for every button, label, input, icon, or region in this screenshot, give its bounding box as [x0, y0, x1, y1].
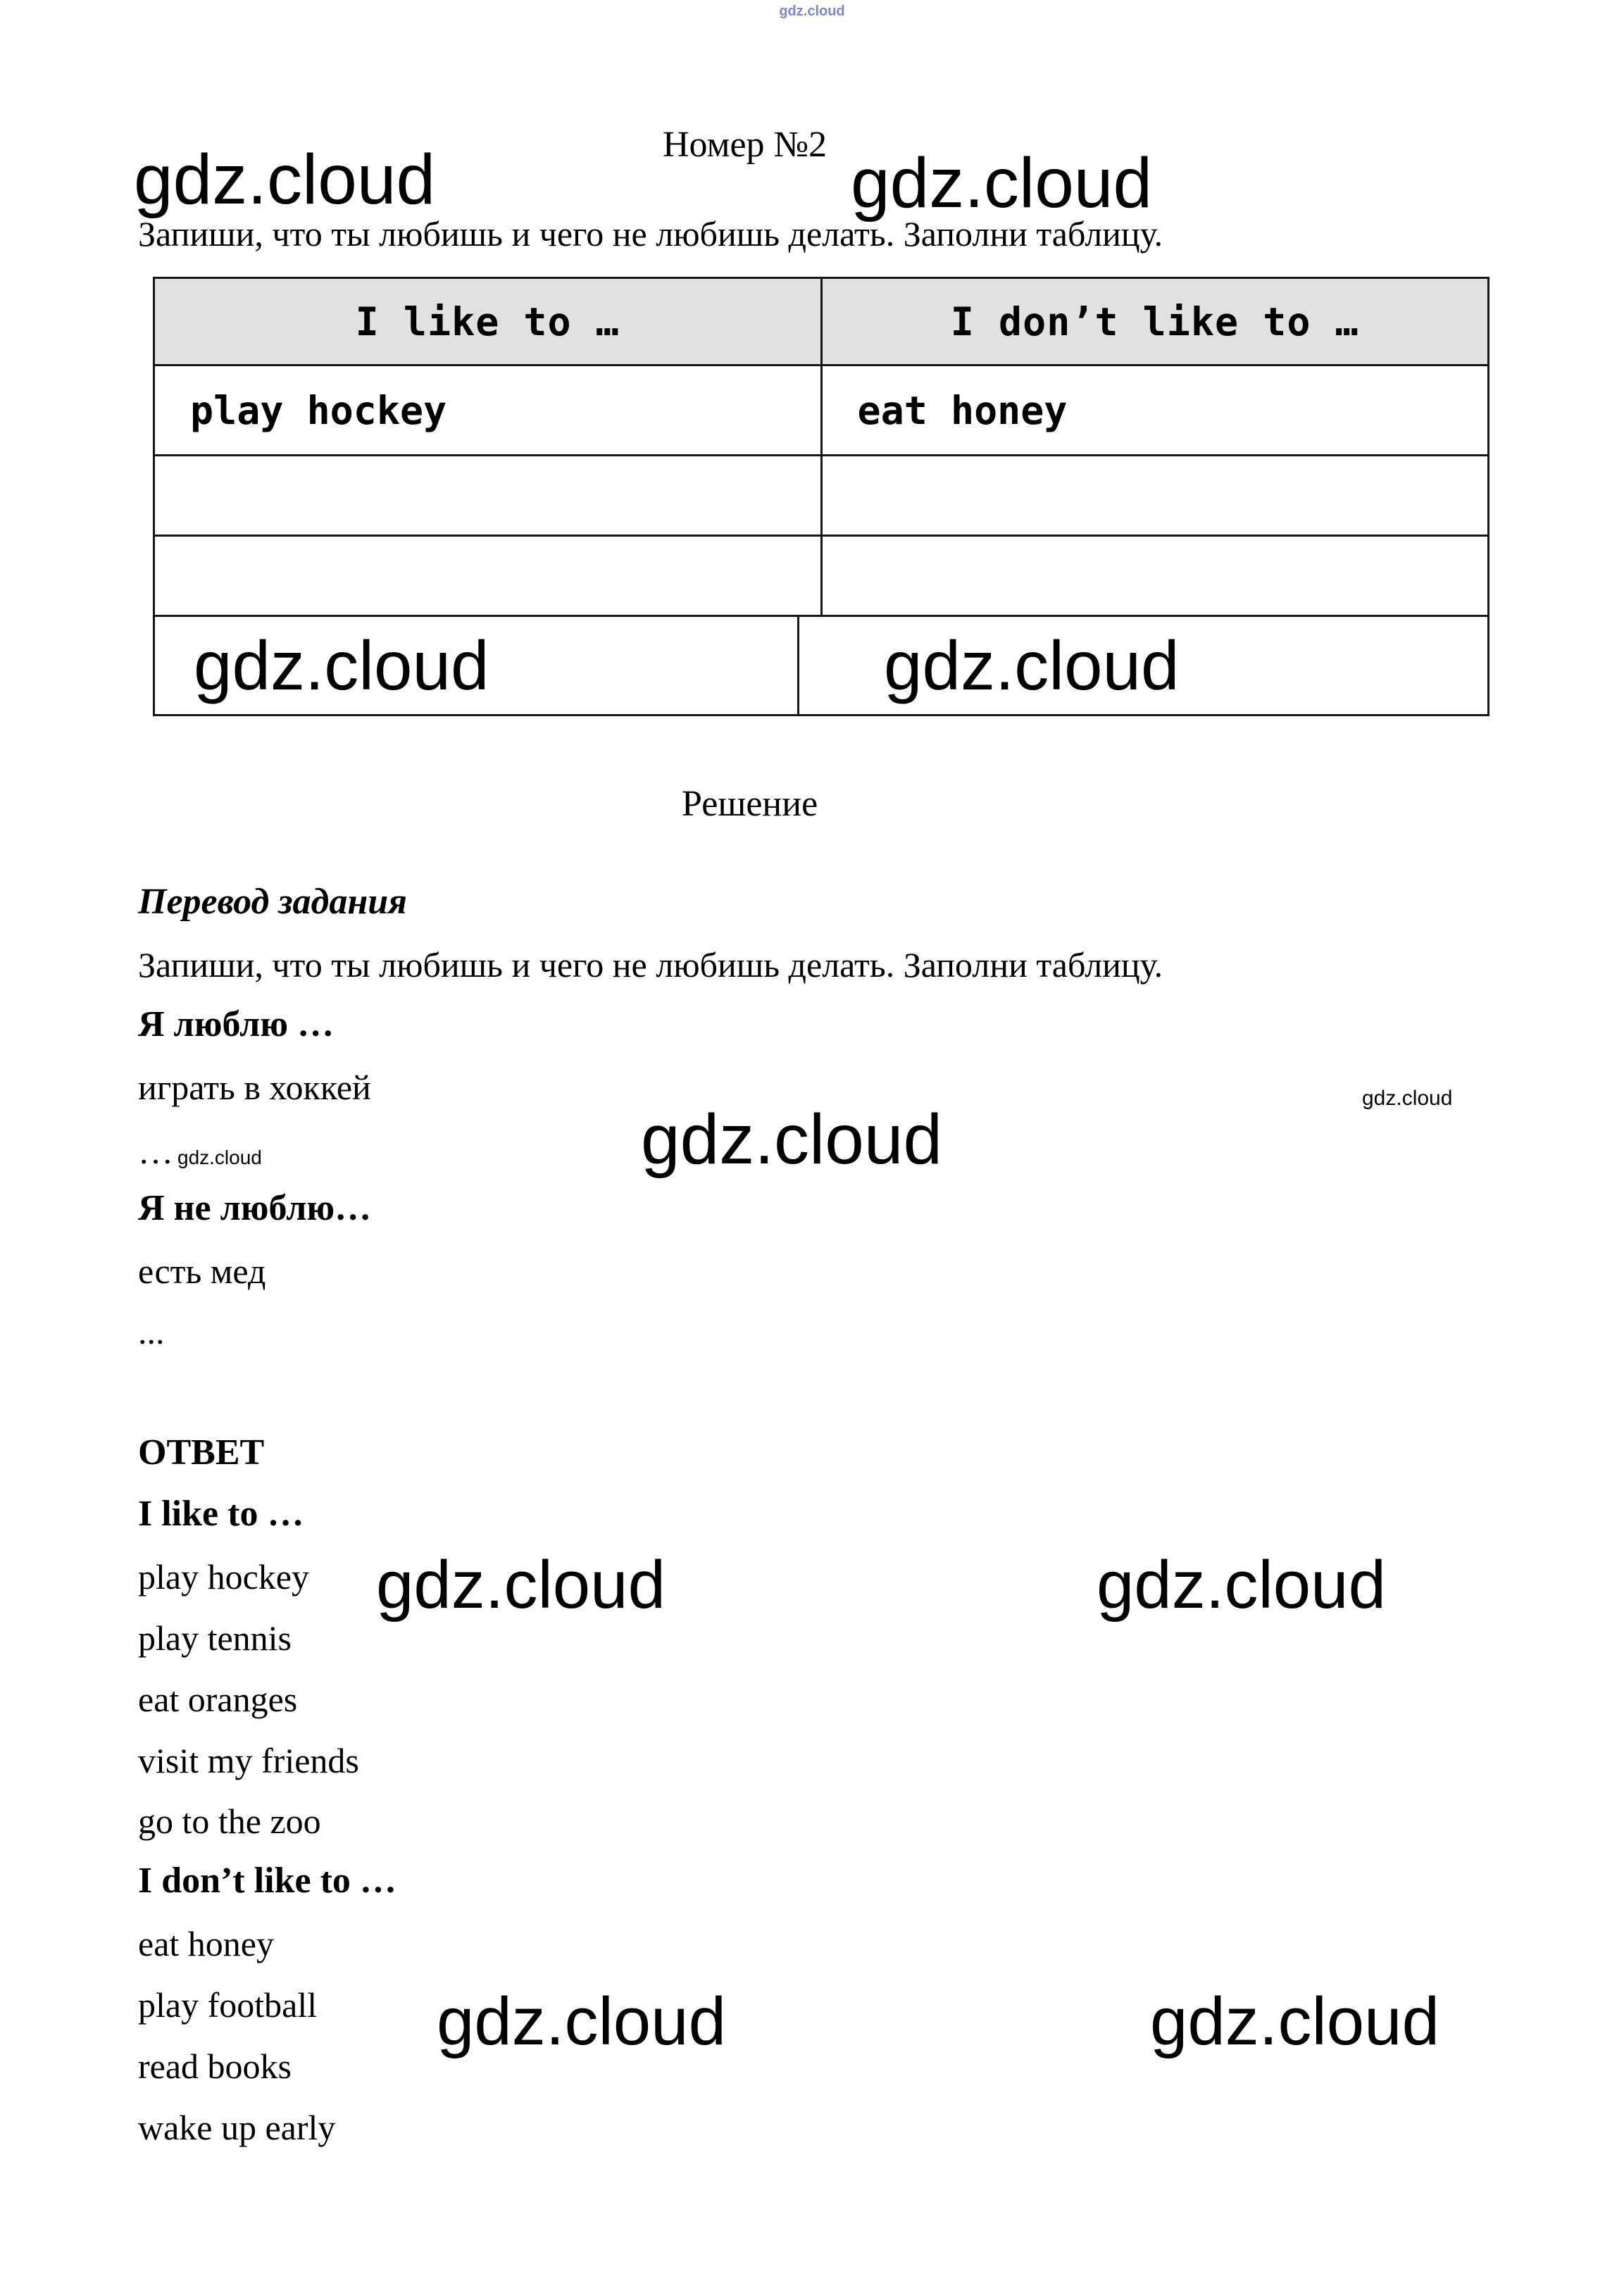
watermark-answer-left: gdz.cloud [376, 1547, 666, 1623]
task-text: Запиши, что ты любишь и чего не любишь делать. Заполни таблицу. [138, 214, 1163, 254]
answer-dislike-label: I don’t like to … [138, 1861, 396, 1901]
table-header-dislike: I don’t like to … [820, 279, 1488, 364]
watermark-solution-center: gdz.cloud [641, 1100, 943, 1179]
answer-like-item: play hockey [138, 1557, 309, 1597]
answer-dislike-item: play football [138, 1985, 318, 2025]
watermark-title-right: gdz.cloud [851, 144, 1153, 223]
dislike-item: есть мед [138, 1251, 266, 1291]
table-cell-dislike-1: eat honey [820, 366, 1488, 454]
table-row [155, 364, 1487, 454]
answer-dislike-item: wake up early [138, 2108, 336, 2147]
ellipsis-text: … [138, 1132, 173, 1171]
watermark-answer-right: gdz.cloud [1097, 1547, 1386, 1623]
watermark-table-left: gdz.cloud [194, 626, 489, 704]
watermark-table-right: gdz.cloud [797, 617, 1487, 714]
answer-like-item: eat oranges [138, 1680, 298, 1719]
watermark-solution-right: gdz.cloud [1362, 1087, 1453, 1110]
table-cell-empty [155, 537, 820, 615]
table-row [155, 535, 1487, 615]
answer-like-item: visit my friends [138, 1741, 359, 1780]
ellipsis-line [138, 1130, 262, 1174]
like-item: играть в хоккей [138, 1068, 371, 1107]
answer-dislike-item: eat honey [138, 1924, 274, 1963]
watermark-inline-small: gdz.cloud [177, 1146, 262, 1168]
table-cell-empty [155, 456, 820, 535]
answer-like-item: go to the zoo [138, 1801, 321, 1841]
table-row [155, 454, 1487, 535]
table-cell-empty [820, 537, 1488, 615]
watermark-bottom-right: gdz.cloud [1150, 1984, 1439, 2059]
like-label: Я люблю … [138, 1004, 335, 1044]
table-cell-like-1: play hockey [190, 387, 447, 433]
answer-label: ОТВЕТ [138, 1432, 265, 1473]
table-row [155, 615, 1487, 714]
site-watermark-top: gdz.cloud [779, 4, 845, 19]
page-title: Номер №2 [663, 125, 827, 165]
watermark-title-left: gdz.cloud [134, 140, 436, 219]
solution-heading: Решение [682, 784, 818, 824]
dislike-label: Я не люблю… [138, 1188, 372, 1228]
translation-label: Перевод задания [138, 882, 407, 922]
answer-like-label: I like to … [138, 1494, 304, 1534]
ellipsis-text-2: ... [138, 1312, 165, 1351]
answer-like-item: play tennis [138, 1618, 292, 1658]
table-header-row [155, 279, 1487, 364]
table-cell-empty [820, 456, 1488, 535]
table-header-like: I like to … [355, 299, 620, 344]
translation-text: Запиши, что ты любишь и чего не любишь делать. Заполни таблицу. [138, 945, 1163, 985]
answer-dislike-item: read books [138, 2047, 292, 2086]
like-dislike-table [153, 277, 1489, 716]
watermark-bottom-left: gdz.cloud [437, 1984, 726, 2059]
